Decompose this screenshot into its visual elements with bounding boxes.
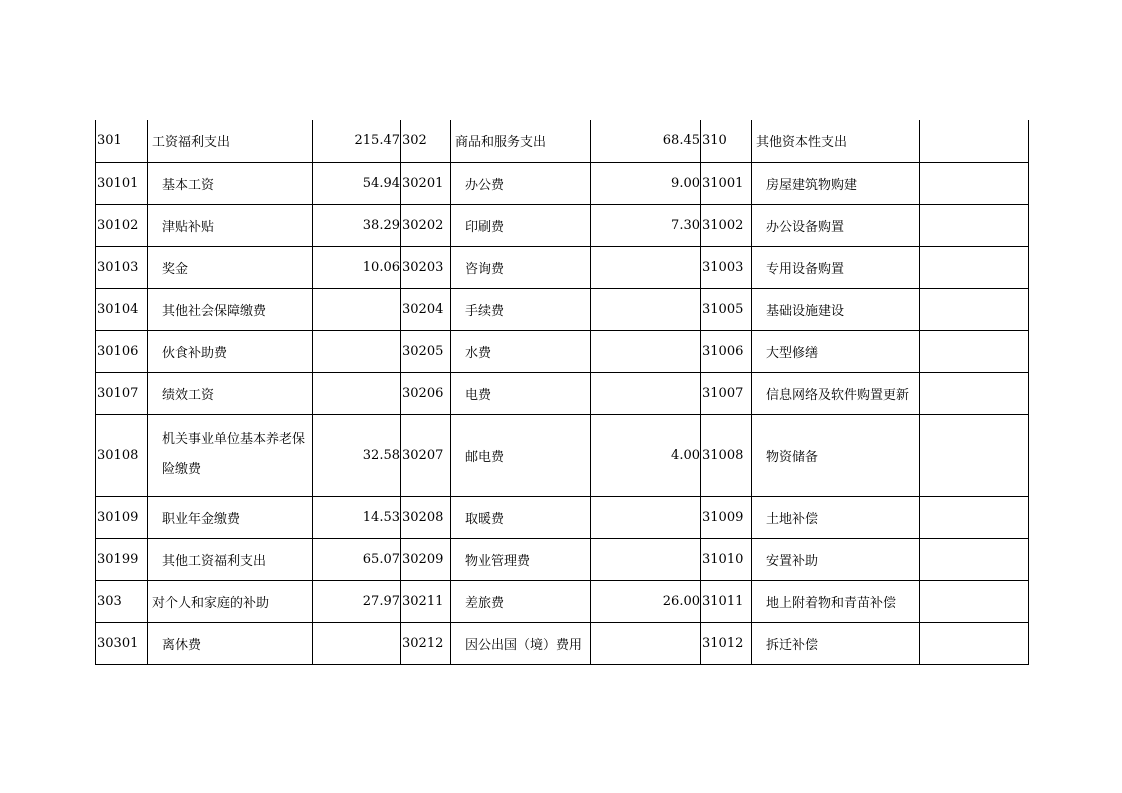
capital-amount-cell [920, 580, 1029, 622]
goods-services-name-cell: 咨询费 [451, 246, 591, 288]
goods-services-amount-cell [591, 538, 701, 580]
capital-code-cell: 31009 [701, 496, 752, 538]
goods-services-code-cell: 30208 [401, 496, 451, 538]
goods-services-name-cell: 邮电费 [451, 414, 591, 496]
goods-services-amount-cell: 9.00 [591, 162, 701, 204]
goods-services-amount-cell: 68.45 [591, 120, 701, 162]
capital-name-cell: 拆迁补偿 [752, 622, 920, 664]
capital-code-cell: 310 [701, 120, 752, 162]
wage-welfare-code-cell: 30301 [96, 622, 148, 664]
wage-welfare-name-cell: 绩效工资 [148, 372, 313, 414]
table-row [96, 330, 1029, 372]
goods-services-code-cell: 30211 [401, 580, 451, 622]
wage-welfare-name-cell: 奖金 [148, 246, 313, 288]
wage-welfare-amount-cell: 65.07 [313, 538, 401, 580]
goods-services-amount-cell [591, 372, 701, 414]
goods-services-name-cell: 差旅费 [451, 580, 591, 622]
wage-welfare-code-cell: 30101 [96, 162, 148, 204]
goods-services-code-cell: 30206 [401, 372, 451, 414]
goods-services-code-cell: 30204 [401, 288, 451, 330]
wage-welfare-amount-cell [313, 372, 401, 414]
capital-amount-cell [920, 204, 1029, 246]
wage-welfare-name-cell: 其他社会保障缴费 [148, 288, 313, 330]
wage-welfare-name-cell: 对个人和家庭的补助 [148, 580, 313, 622]
wage-welfare-code-cell: 30104 [96, 288, 148, 330]
capital-name-cell: 大型修缮 [752, 330, 920, 372]
table-row [96, 538, 1029, 580]
wage-welfare-code-cell: 301 [96, 120, 148, 162]
goods-services-code-cell: 30202 [401, 204, 451, 246]
wage-welfare-name-cell: 伙食补助费 [148, 330, 313, 372]
capital-amount-cell [920, 496, 1029, 538]
wage-welfare-name-cell: 工资福利支出 [148, 120, 313, 162]
wage-welfare-amount-cell: 32.58 [313, 414, 401, 496]
table-row [96, 204, 1029, 246]
wage-welfare-name-cell: 机关事业单位基本养老保险缴费 [148, 414, 313, 496]
wage-welfare-code-cell: 30108 [96, 414, 148, 496]
goods-services-name-cell: 商品和服务支出 [451, 120, 591, 162]
capital-code-cell: 31005 [701, 288, 752, 330]
capital-amount-cell [920, 622, 1029, 664]
capital-name-cell: 其他资本性支出 [752, 120, 920, 162]
goods-services-name-cell: 手续费 [451, 288, 591, 330]
goods-services-amount-cell: 26.00 [591, 580, 701, 622]
table-row [96, 162, 1029, 204]
wage-welfare-name-cell: 津贴补贴 [148, 204, 313, 246]
capital-name-cell: 信息网络及软件购置更新 [752, 372, 920, 414]
capital-code-cell: 31003 [701, 246, 752, 288]
wage-welfare-code-cell: 30199 [96, 538, 148, 580]
table-row [96, 288, 1029, 330]
capital-amount-cell [920, 162, 1029, 204]
capital-code-cell: 31001 [701, 162, 752, 204]
capital-name-cell: 土地补偿 [752, 496, 920, 538]
wage-welfare-amount-cell: 27.97 [313, 580, 401, 622]
wage-welfare-amount-cell: 14.53 [313, 496, 401, 538]
goods-services-code-cell: 30207 [401, 414, 451, 496]
wage-welfare-amount-cell: 215.47 [313, 120, 401, 162]
goods-services-amount-cell [591, 246, 701, 288]
capital-code-cell: 31012 [701, 622, 752, 664]
capital-code-cell: 31006 [701, 330, 752, 372]
capital-amount-cell [920, 120, 1029, 162]
goods-services-amount-cell [591, 622, 701, 664]
wage-welfare-amount-cell: 38.29 [313, 204, 401, 246]
capital-code-cell: 31008 [701, 414, 752, 496]
goods-services-name-cell: 取暖费 [451, 496, 591, 538]
capital-name-cell: 房屋建筑物购建 [752, 162, 920, 204]
wage-welfare-name-cell: 其他工资福利支出 [148, 538, 313, 580]
capital-amount-cell [920, 288, 1029, 330]
goods-services-amount-cell [591, 330, 701, 372]
goods-services-code-cell: 302 [401, 120, 451, 162]
goods-services-name-cell: 因公出国（境）费用 [451, 622, 591, 664]
capital-code-cell: 31011 [701, 580, 752, 622]
wage-welfare-code-cell: 30102 [96, 204, 148, 246]
goods-services-name-cell: 印刷费 [451, 204, 591, 246]
capital-name-cell: 物资储备 [752, 414, 920, 496]
capital-name-cell: 安置补助 [752, 538, 920, 580]
goods-services-amount-cell [591, 288, 701, 330]
table-row [96, 246, 1029, 288]
capital-code-cell: 31010 [701, 538, 752, 580]
table-row [96, 372, 1029, 414]
goods-services-code-cell: 30203 [401, 246, 451, 288]
goods-services-amount-cell: 7.30 [591, 204, 701, 246]
wage-welfare-name-cell: 基本工资 [148, 162, 313, 204]
wage-welfare-code-cell: 303 [96, 580, 148, 622]
goods-services-amount-cell [591, 496, 701, 538]
wage-welfare-name-cell: 离休费 [148, 622, 313, 664]
table-row [96, 580, 1029, 622]
wage-welfare-amount-cell [313, 622, 401, 664]
capital-amount-cell [920, 414, 1029, 496]
wage-welfare-amount-cell [313, 288, 401, 330]
table-row [96, 496, 1029, 538]
wage-welfare-code-cell: 30106 [96, 330, 148, 372]
wage-welfare-amount-cell [313, 330, 401, 372]
goods-services-name-cell: 水费 [451, 330, 591, 372]
capital-amount-cell [920, 330, 1029, 372]
capital-code-cell: 31002 [701, 204, 752, 246]
goods-services-code-cell: 30201 [401, 162, 451, 204]
table-body [96, 120, 1029, 664]
capital-name-cell: 基础设施建设 [752, 288, 920, 330]
goods-services-amount-cell: 4.00 [591, 414, 701, 496]
wage-welfare-code-cell: 30109 [96, 496, 148, 538]
goods-services-code-cell: 30212 [401, 622, 451, 664]
table-row [96, 622, 1029, 664]
wage-welfare-code-cell: 30107 [96, 372, 148, 414]
goods-services-code-cell: 30209 [401, 538, 451, 580]
wage-welfare-amount-cell: 10.06 [313, 246, 401, 288]
wage-welfare-name-cell: 职业年金缴费 [148, 496, 313, 538]
goods-services-name-cell: 办公费 [451, 162, 591, 204]
capital-amount-cell [920, 246, 1029, 288]
wage-welfare-code-cell: 30103 [96, 246, 148, 288]
wage-welfare-amount-cell: 54.94 [313, 162, 401, 204]
expenditure-table [95, 120, 1029, 665]
capital-amount-cell [920, 372, 1029, 414]
goods-services-code-cell: 30205 [401, 330, 451, 372]
capital-name-cell: 办公设备购置 [752, 204, 920, 246]
goods-services-name-cell: 物业管理费 [451, 538, 591, 580]
table-row [96, 414, 1029, 496]
capital-name-cell: 地上附着物和青苗补偿 [752, 580, 920, 622]
table-row [96, 120, 1029, 162]
capital-name-cell: 专用设备购置 [752, 246, 920, 288]
goods-services-name-cell: 电费 [451, 372, 591, 414]
capital-amount-cell [920, 538, 1029, 580]
capital-code-cell: 31007 [701, 372, 752, 414]
